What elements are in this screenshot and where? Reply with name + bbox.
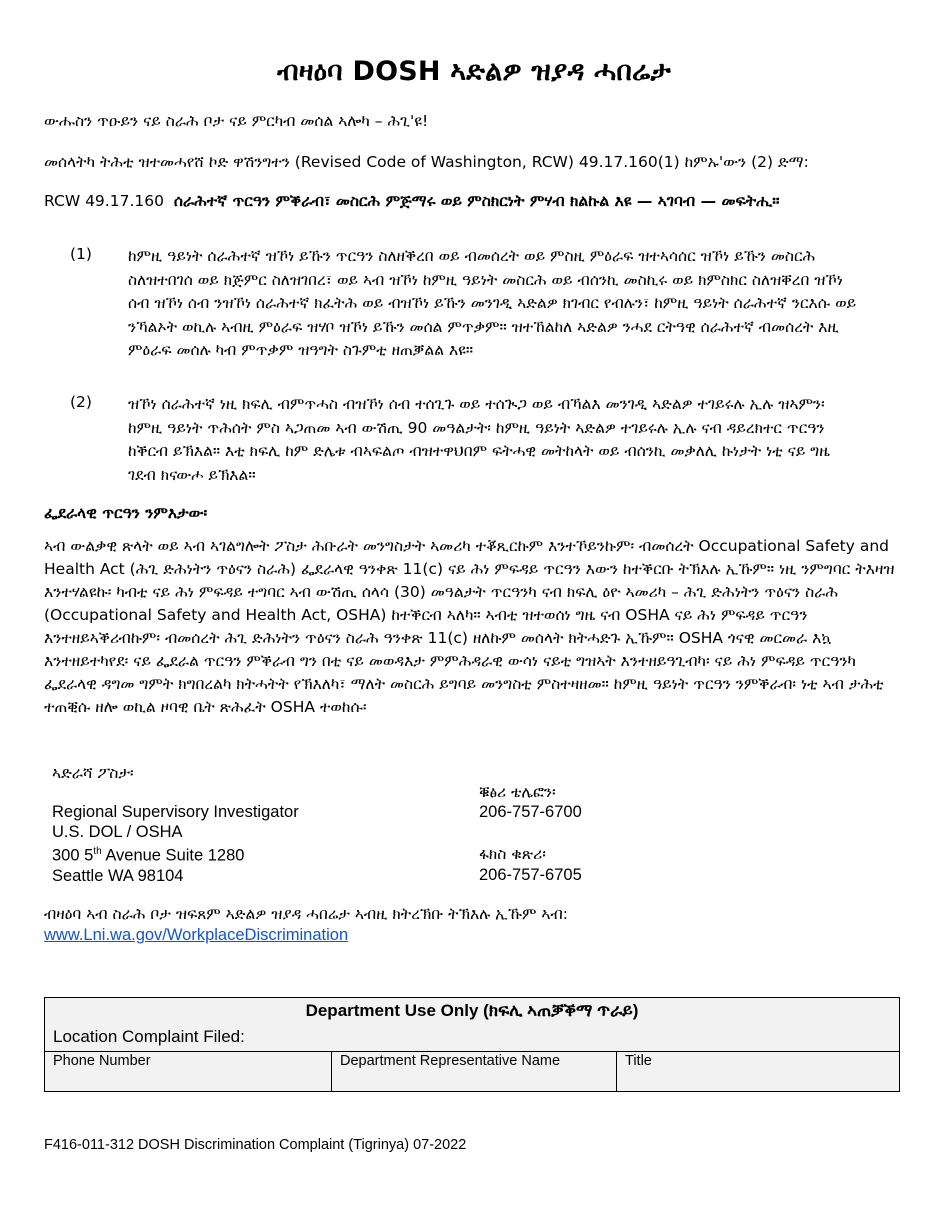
federal-heading: ፌደራላዊ ጥርዓን ንምእታው፡ bbox=[44, 504, 208, 522]
phone-value: 206-757-6700 bbox=[479, 803, 582, 821]
fax-value: 206-757-6705 bbox=[479, 866, 582, 884]
title-field[interactable]: Title bbox=[617, 1052, 900, 1092]
address-line-4: Seattle WA 98104 bbox=[52, 866, 184, 885]
phone-label: ቑፅሪ ቴሌፎን፡ bbox=[479, 783, 556, 801]
more-info-text: ብዛዕባ ኣብ ስራሕ ቦታ ዝፍጸም ኣድልዎ ዝያዳ ሓበሬታ ኣብዚ ክትረኽቡ ትኽእሉ ኢኹም ኣብ: bbox=[44, 905, 568, 923]
rcw-code: RCW 49.17.160 bbox=[44, 192, 164, 210]
department-representative-name-field[interactable]: Department Representative Name bbox=[332, 1052, 617, 1092]
mailing-address bbox=[52, 802, 299, 886]
form-footer: F416-011-312 DOSH Discrimination Complaint (Tigrinya) 07-2022 bbox=[44, 1137, 467, 1153]
fax-label: ፋክስ ቁጽሪ፡ bbox=[479, 845, 546, 863]
intro-text: ውሑስን ጥዑይን ናይ ስራሕ ቦታ ናይ ምርካብ መሰል ኣሎካ – ሕጊ'ዩ! bbox=[44, 112, 429, 130]
phone-number-field[interactable]: Phone Number bbox=[45, 1052, 332, 1092]
rcw-heading bbox=[44, 190, 902, 213]
department-use-header bbox=[45, 998, 900, 1052]
address-label: ኣድራሻ ፖስታ፡ bbox=[52, 764, 134, 782]
item-2-text: ዝኾነ ሰራሕተኛ ነዚ ክፍሊ ብምጥሓስ ብዝኾነ ሰብ ተሰጊጉ ወይ ተሰጒጋ ወይ ብኻልእ መንገዲ ኣድልዎ ተገይሩሉ ኢሉ ዝኣምን፡ ከምዚ ዓይነት ጥሕሰት ምስ ኣጋጠመ ኣብ ውሽጢ 90 መዓልታት፡ ከምዚ ዓይነት ኣድልዎ ተገይሩሉ ኢሉ ናብ ዳይረክተር ጥርዓን ከቕርብ ይኽእል። እቲ ክፍሊ ከም ድሌቱ ብኣፍልጦ ብዝተዋህበም ፍትሓዊ መትከላት ወይ ብሰንኪ መቃለሊ ኩነታት ነቲ ናይ ግዜ ገደብ ክናውሖ ይኽእል። bbox=[128, 395, 830, 484]
item-1-text: ከምዚ ዓይነት ሰራሕተኛ ዝኾነ ይኹን ጥርዓን ስለዘቕረበ ወይ ብመሰረት ወይ ምስዚ ምዕራፍ ዝተኣሳሰር ዝኾነ ይኹን መስርሕ ስለዝተበገሰ ወይ ክጅምር ስለዝገበረ፣ ወይ ኣብ ዝኾነ ከምዚ ዓይነት መስርሕ ወይ ብሰንኪ መስኪሩ ወይ ክምስክር ስለዝቐረበ ዝኾነ ሰብ ዝኾነ ሰብ ንዝኾነ ሰራሕተኛ ክፈትሕ ወይ ብዝኾነ ይኹን መንገዲ ኣድልዎ ክገብር የብሉን፣ ከምዚ ዓይነት ሰራሕተኛ ንርእሱ ወይ ንኻልኦት ወኪሉ ኣብዚ ምዕራፍ ዝሃቦ ዝኾነ ይኹን መሰል ምጥቃም። ዝተኸልከለ ኣድልዎ ንሓደ ርትዓዊ ሰራሕተኛ ብመሰረት እዚ ምዕራፍ መሰሉ ካብ ምጥቃም ዝዓግት ስጉምቲ ዘጠቓልል እዩ። bbox=[128, 247, 857, 359]
address-line-3: 300 5th Avenue Suite 1280 bbox=[52, 846, 245, 865]
department-use-table bbox=[44, 997, 900, 1092]
department-use-title: Department Use Only (ክፍሊ ኣጠቓቕማ ጥራይ) bbox=[305, 1001, 639, 1020]
item-1-number: (1) bbox=[70, 245, 92, 263]
item-2-number: (2) bbox=[70, 393, 92, 411]
discrimination-info-link[interactable]: www.Lni.wa.gov/WorkplaceDiscrimination bbox=[44, 926, 349, 944]
federal-text: ኣብ ውልቃዊ ጽላት ወይ ኣብ ኣገልግሎት ፖስታ ሕቡራት መንግስታት ኣመሪካ ተቖጺርኩም እንተኾይንኩም፡ ብመሰረት Occupational Safety and Health Act (ሕጊ ድሕነትን ጥዕናን ስራሕ) ፌደራላዊ ዓንቀጽ 11(c) ናይ ሕነ ምፍዳይ ጥርዓን እውን ከተቕርቡ ትኽእሉ ኢኹም። ነዚ ንምግባር ትእዛዝ እንተሃልዩኩ፡ ካብቲ ናይ ሕነ ምፍዳይ ተግባር ኣብ ውሽጢ ሰላሳ (30) መዓልታት ጥርዓንካ ናብ ክፍሊ ዕዮ ኣመሪካ – ሕጊ ድሕነትን ጥዕናን ስራሕ (Occupational Safety and Health Act, OSHA) ከተቕርብ ኣለካ። ኣብቲ ዝተወሰነ ግዜ ናብ OSHA ናይ ሕነ ምፍዳይ ጥርዓን እንተዘይኣቕሪብኩም፡ ብመሰረት ሕጊ ድሕነትን ጥዕናን ስራሕ ዓንቀጽ 11(c) ዘለኩም መሰላት ክትሓድጉ ኢኹም። OSHA ጎናዊ መርመራ እኳ እንተዘይተካየደ፡ ናይ ፌደራል ጥርዓን ምቕራብ ግን በቲ ናይ መወዳእታ ምምሕዳራዊ ውሳነ ናይቲ ግዝኣት እንተዘይዓጊብካ፡ ናይ ሕነ ምፍዳይ ጥርዓንካ ፌደራላዊ ዳግመ ግምት ክግበረልካ ክትሓትት የኽእለካ፣ ማለት መስርሕ ይግባይ መንግስቲ ምስተዛዘመ። ከምዚ ዓይነት ጥርዓን ንምቕራብ፡ ነቲ ኣብ ታሕቲ ተጠቒሱ ዘሎ ወኪል ዞባዊ ቤት ጽሕፈት OSHA ተወከሱ፡ bbox=[44, 537, 895, 716]
address-line-1: Regional Supervisory Investigator bbox=[52, 803, 299, 821]
location-complaint-filed-label: Location Complaint Filed: bbox=[53, 1027, 245, 1046]
rcw-title: ሰራሕተኛ ጥርዓን ምቕራብ፣ መስርሕ ምጅማሩ ወይ ምስክርነት ምሃብ ክልኩል እዩ — ኣገባብ — መፍትሒ። bbox=[173, 192, 780, 210]
rcw-reference-text: መሰላትካ ትሕቲ ዝተመሓየሸ ኮድ ዋሽንግተን (Revised Code of Washington, RCW) 49.17.160(1) ከምኡ'ውን (2) ድማ: bbox=[44, 153, 809, 171]
page-title: ብዛዕባ DOSH ኣድልዎ ዝያዳ ሓበሬታ bbox=[277, 56, 671, 87]
address-line-2: U.S. DOL / OSHA bbox=[52, 823, 183, 841]
